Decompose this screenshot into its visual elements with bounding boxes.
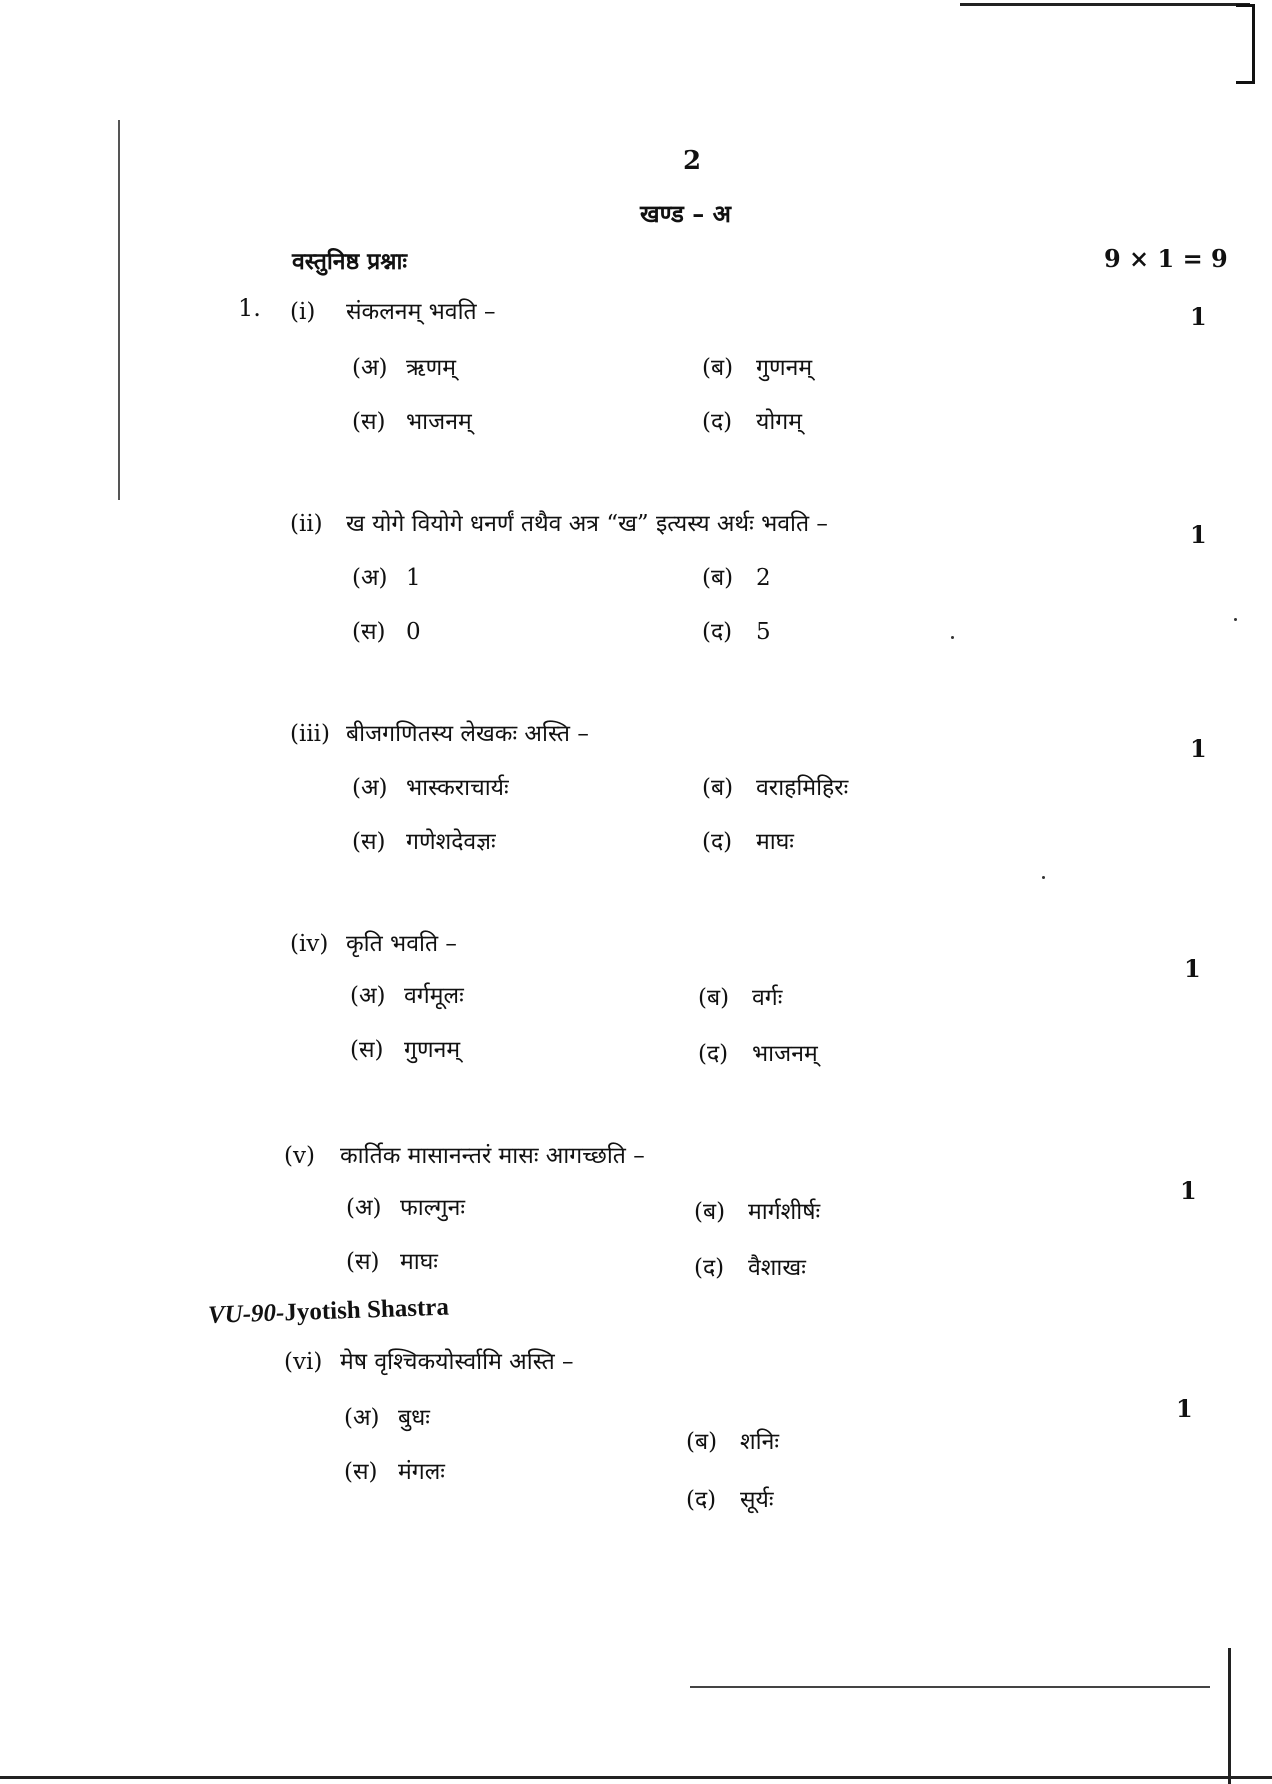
option-text: 5 — [756, 619, 771, 645]
question-text-row — [290, 926, 457, 958]
option-label: (द) — [702, 829, 733, 855]
option-text: गुणनम् — [756, 355, 813, 381]
option-c — [344, 1454, 445, 1486]
option-d — [702, 404, 802, 436]
option-c — [346, 1244, 438, 1276]
question-text: बीजगणितस्य लेखकः अस्ति – — [346, 721, 589, 747]
option-label: (अ) — [352, 565, 388, 591]
question-roman: (vi) — [284, 1349, 323, 1375]
total-marks: 9 × 1 = 9 — [1104, 244, 1228, 273]
option-label: (द) — [694, 1255, 725, 1281]
left-margin-line — [118, 120, 120, 500]
bottom-curl-line — [690, 1686, 1210, 1688]
question-item — [290, 294, 1210, 484]
option-text: बुधः — [398, 1405, 430, 1431]
right-edge-line — [1228, 1648, 1231, 1784]
option-text: गणेशदेवज्ञः — [406, 829, 496, 855]
question-number: 1. — [238, 294, 261, 322]
paper-code: VU-90- — [207, 1299, 285, 1329]
question-text: मेष वृश्चिकयोर्स्वामि अस्ति – — [340, 1349, 574, 1375]
option-text: गुणनम् — [404, 1037, 461, 1063]
option-label: (स) — [350, 1037, 384, 1063]
question-marks: 1 — [1190, 520, 1207, 549]
option-b — [702, 350, 812, 382]
option-text: माघः — [400, 1249, 438, 1275]
option-label: (द) — [702, 619, 733, 645]
option-a — [352, 770, 509, 802]
question-item — [284, 1344, 1210, 1534]
paper-subject: Jyotish Shastra — [283, 1293, 450, 1327]
option-label: (अ) — [352, 355, 388, 381]
option-label: (स) — [352, 409, 386, 435]
option-label: (ब) — [698, 985, 730, 1011]
question-marks: 1 — [1184, 954, 1201, 983]
option-text: फाल्गुनः — [400, 1195, 466, 1221]
option-c — [350, 1032, 460, 1064]
option-text: शनिः — [740, 1429, 780, 1455]
option-label: (स) — [344, 1459, 378, 1485]
option-label: (स) — [352, 829, 386, 855]
option-label: (स) — [352, 619, 386, 645]
option-label: (ब) — [702, 775, 734, 801]
question-text: कार्तिक मासानन्तरं मासः आगच्छति – — [340, 1143, 645, 1169]
option-label: (ब) — [694, 1199, 726, 1225]
question-text: ख योगे वियोगे धनर्णं तथैव अत्र “ख” इत्यस्य अर्थः भवति – — [346, 511, 828, 537]
question-text: संकलनम् भवति – — [346, 299, 496, 325]
option-c — [352, 614, 421, 646]
section-title: खण्ड – अ — [640, 199, 731, 228]
option-d — [702, 824, 794, 856]
option-a — [344, 1400, 430, 1432]
option-a — [350, 978, 464, 1010]
option-d — [698, 1036, 818, 1068]
question-text-row — [290, 294, 495, 326]
option-b — [686, 1424, 779, 1456]
option-label: (अ) — [344, 1405, 380, 1431]
option-text: ऋणम् — [406, 355, 457, 381]
question-text-row — [284, 1344, 574, 1376]
option-c — [352, 404, 472, 436]
option-text: वर्गः — [752, 985, 783, 1011]
option-d — [686, 1482, 774, 1514]
option-text: वर्गमूलः — [404, 983, 464, 1009]
option-d — [694, 1250, 806, 1282]
option-d — [702, 614, 771, 646]
question-roman: (i) — [290, 299, 316, 325]
option-b — [702, 770, 848, 802]
option-text: माघः — [756, 829, 794, 855]
option-b — [698, 980, 782, 1012]
option-a — [352, 560, 421, 592]
question-item — [290, 716, 1210, 906]
option-a — [346, 1190, 465, 1222]
question-marks: 1 — [1190, 734, 1207, 763]
option-text: सूर्यः — [740, 1487, 774, 1513]
top-right-bracket — [1236, 4, 1255, 84]
option-b — [702, 560, 771, 592]
option-text: 2 — [756, 565, 771, 591]
option-text: मार्गशीर्षः — [748, 1199, 821, 1225]
page-number: 2 — [683, 146, 702, 176]
option-label: (ब) — [702, 565, 734, 591]
option-label: (अ) — [346, 1195, 382, 1221]
question-marks: 1 — [1190, 302, 1207, 331]
question-text: कृति भवति – — [346, 931, 457, 957]
option-label: (अ) — [352, 775, 388, 801]
option-text: 1 — [406, 565, 421, 591]
question-roman: (v) — [284, 1143, 315, 1169]
question-roman: (ii) — [290, 511, 323, 537]
option-b — [694, 1194, 820, 1226]
option-text: 0 — [406, 619, 421, 645]
question-marks: 1 — [1176, 1394, 1193, 1423]
question-item — [290, 506, 1210, 696]
question-text-row — [284, 1138, 645, 1170]
option-label: (द) — [686, 1487, 717, 1513]
option-label: (ब) — [702, 355, 734, 381]
question-roman: (iv) — [290, 931, 329, 957]
option-text: वराहमिहिरः — [756, 775, 849, 801]
option-label: (द) — [698, 1041, 729, 1067]
option-a — [352, 350, 456, 382]
bottom-edge-line — [0, 1776, 1272, 1779]
question-text-row — [290, 506, 828, 538]
question-marks: 1 — [1180, 1176, 1197, 1205]
option-text: भाजनम् — [752, 1041, 818, 1067]
scan-speck — [1234, 618, 1237, 621]
option-label: (स) — [346, 1249, 380, 1275]
option-label: (द) — [702, 409, 733, 435]
question-item — [290, 926, 1210, 1116]
option-text: भाजनम् — [406, 409, 472, 435]
option-label: (ब) — [686, 1429, 718, 1455]
option-c — [352, 824, 496, 856]
instruction-heading: वस्तुनिष्ठ प्रश्नाः — [292, 248, 408, 275]
option-text: योगम् — [756, 409, 802, 435]
option-text: वैशाखः — [748, 1255, 806, 1281]
option-text: भास्कराचार्यः — [406, 775, 509, 801]
top-edge-line — [960, 3, 1250, 6]
question-text-row — [290, 716, 589, 748]
option-label: (अ) — [350, 983, 386, 1009]
question-roman: (iii) — [290, 721, 331, 747]
option-text: मंगलः — [398, 1459, 445, 1485]
